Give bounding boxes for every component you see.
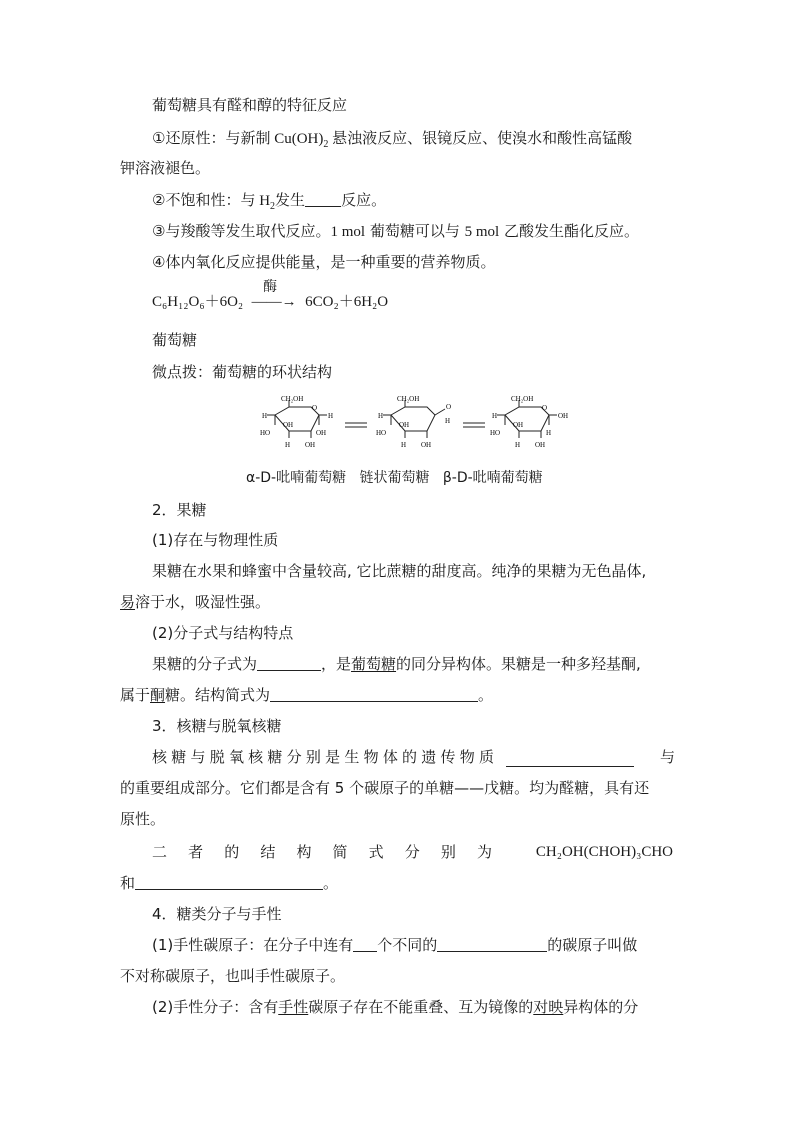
- blank-reaction-type[interactable]: [305, 191, 341, 207]
- ribose-line4-char: 为: [476, 843, 492, 861]
- ribose-line4-char: 构: [296, 843, 312, 861]
- glucose-property-3: ③与羧酸等发生取代反应。1 mol 葡萄糖可以与 5 mol 乙酸发生酯化反应。: [152, 222, 640, 240]
- ribose-line1-char: 氧: [228, 748, 244, 766]
- chain-glucose-structure: [383, 400, 445, 438]
- svg-text:CH₂OH: CH₂OH: [511, 395, 534, 403]
- chirality-heading: 4．糖类分子与手性: [152, 905, 282, 923]
- cu-oh-formula: $Cu(OH)_2$: [274, 131, 329, 150]
- alpha-o: O: [312, 404, 318, 412]
- svg-text:OH: OH: [535, 441, 546, 449]
- ribose-line1-char: 的: [402, 748, 418, 766]
- svg-text:H: H: [285, 441, 291, 449]
- svg-text:OH: OH: [399, 421, 410, 429]
- svg-text:CH₂OH: CH₂OH: [397, 395, 420, 403]
- fructose-text1a: 果糖在水果和蜂蜜中含量较高, 它比蔗糖的甜度高。纯净的果糖为无色晶体,: [152, 562, 647, 580]
- glucose-structures-figure: [255, 393, 575, 461]
- ribose-line1-char: 分: [286, 748, 302, 766]
- ribose-line4-char: 分: [404, 843, 420, 861]
- ribose-heading: 3．核糖与脱氧核糖: [152, 717, 282, 735]
- chirality-sub1: (1)手性碳原子：在分子中连有 个不同的 的碳原子叫做: [152, 936, 638, 954]
- svg-text:H: H: [515, 441, 521, 449]
- svg-text:OH: OH: [421, 441, 432, 449]
- ribose-line4: [152, 842, 673, 862]
- fructose-sub1: (1)存在与物理性质: [152, 531, 279, 549]
- fructose-text2a: 果糖的分子式为 ，是葡萄糖的同分异构体。果糖是一种多羟基酮,: [152, 655, 641, 673]
- glucose-property-1: ①还原性：与新制 $Cu(OH)_2$ 悬浊液反应、银镜反应、使溴水和酸性高锰酸: [152, 129, 633, 150]
- blank-nucleic-acid-1[interactable]: [506, 751, 634, 767]
- ribose-line4-char: 的: [224, 843, 240, 861]
- ribose-line1-char: 糖: [267, 748, 283, 766]
- svg-text:H: H: [492, 412, 498, 420]
- tip-ring-structure: 微点拨：葡萄糖的环状结构: [152, 363, 333, 381]
- equilibrium-arrow-1: [345, 423, 367, 427]
- ribose-line1-text: [152, 747, 494, 767]
- svg-text:H: H: [262, 412, 268, 420]
- alpha-ch2oh: CH₂OH: [281, 395, 304, 403]
- ribose-line4-char: 结: [260, 843, 276, 861]
- glucose-label: 葡萄糖: [152, 331, 198, 349]
- caption-beta: β-D-吡喃葡萄糖: [442, 470, 543, 486]
- ribose-formula: CH₂OH(CHOH)₃CHO: [535, 844, 673, 860]
- ribose-line4-char: 式: [368, 843, 384, 861]
- fructose-text1b: 易溶于水，吸湿性强。: [120, 593, 271, 611]
- ribose-line1-char: 物: [459, 748, 475, 766]
- blank-groups[interactable]: [437, 936, 547, 952]
- ribose-line1-char: 物: [363, 748, 379, 766]
- ribose-line1-char: 遗: [421, 748, 437, 766]
- svg-text:HO: HO: [376, 429, 387, 437]
- blank-deoxyribose-structure[interactable]: [135, 874, 323, 890]
- ribose-line1-char: 生: [344, 748, 360, 766]
- chirality-sub2: (2)手性分子：含有手性碳原子存在不能重叠、互为镜像的对映异构体的分: [152, 998, 639, 1016]
- ribose-line1-char: 是: [325, 748, 341, 766]
- blank-count[interactable]: [353, 936, 377, 952]
- ribose-line4-char: 二: [152, 843, 168, 861]
- ribose-line4-text: [152, 842, 492, 862]
- svg-text:OH: OH: [316, 429, 327, 437]
- svg-text:H: H: [378, 412, 384, 420]
- svg-text:O: O: [446, 403, 452, 411]
- ribose-line4-char: 者: [188, 843, 204, 861]
- enzyme-label: 酶: [263, 279, 278, 295]
- ribose-line4-char: 别: [440, 843, 456, 861]
- fructose-sub2: (2)分子式与结构特点: [152, 624, 294, 642]
- svg-text:OH: OH: [513, 421, 524, 429]
- svg-text:H: H: [546, 429, 552, 437]
- ribose-line3: 原性。: [120, 810, 166, 828]
- caption-alpha: α-D-吡喃葡萄糖: [246, 470, 347, 486]
- chirality-sub1-cont: 不对称碳原子，也叫手性碳原子。: [120, 967, 346, 985]
- ribose-line1-char: 体: [382, 748, 398, 766]
- fructose-heading: 2．果糖: [152, 501, 207, 519]
- ribose-line1-char: 与: [190, 748, 206, 766]
- oxidation-equation: C₆H₁₂O₆＋6O₂ 酶 ——→ 6CO₂＋6H₂O: [152, 279, 389, 310]
- ribose-line1-char: 传: [440, 748, 456, 766]
- svg-text:H: H: [401, 441, 407, 449]
- ribose-line1-char: 质: [478, 748, 494, 766]
- svg-text:OH: OH: [558, 412, 569, 420]
- ribose-line1-char: 糖: [171, 748, 187, 766]
- ribose-line4-char: 简: [332, 843, 348, 861]
- figure-captions: [246, 468, 543, 488]
- ribose-line1-char: 核: [248, 748, 264, 766]
- svg-text:OH: OH: [283, 421, 294, 429]
- equilibrium-arrow-2: [463, 423, 485, 427]
- blank-fructose-structure[interactable]: [270, 686, 478, 702]
- caption-chain: 链状葡萄糖: [359, 470, 430, 486]
- svg-text:HO: HO: [260, 429, 271, 437]
- glucose-property-1-cont: 钾溶液褪色。: [120, 159, 211, 177]
- ribose-line1: 核 糖 与 脱 氧 核 糖 分 别 是 生 物 体 的 遗 传 物 质 与: [152, 748, 675, 766]
- svg-text:O: O: [542, 404, 548, 412]
- ribose-line2: 的重要组成部分。它们都是含有 5 个碳原子的单糖——戊糖。均为醛糖，具有还: [120, 779, 650, 797]
- enzyme-arrow: 酶 ——→: [251, 279, 297, 310]
- svg-text:H: H: [445, 417, 451, 425]
- svg-text:OH: OH: [305, 441, 316, 449]
- glucose-intro: 葡萄糖具有醛和醇的特征反应: [152, 96, 348, 114]
- ribose-line1-char: 核: [152, 748, 168, 766]
- blank-fructose-formula[interactable]: [257, 655, 321, 671]
- glucose-property-4: ④体内氧化反应提供能量，是一种重要的营养物质。: [152, 253, 496, 271]
- svg-text:H: H: [328, 412, 334, 420]
- ribose-line1-char: 脱: [209, 748, 225, 766]
- glucose-property-2: ②不饱和性：与 $H_2$发生 反应。: [152, 191, 387, 212]
- ribose-line5: 和 。: [120, 874, 339, 892]
- ribose-line1-char: 别: [305, 748, 321, 766]
- fructose-text2b: 属于酮糖。结构简式为 。: [120, 686, 494, 704]
- svg-text:HO: HO: [490, 429, 501, 437]
